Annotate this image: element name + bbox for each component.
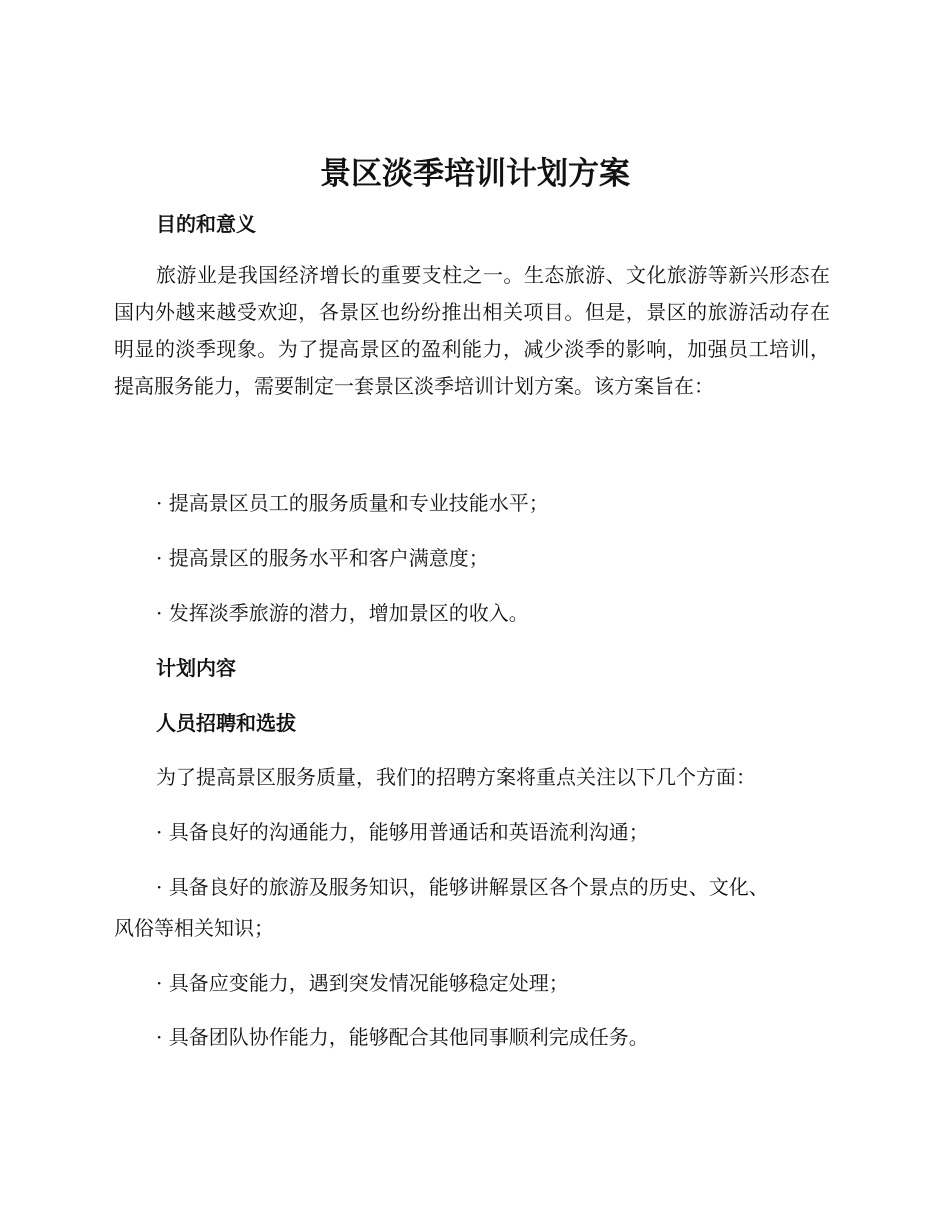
recruitment-bullet-1: · 具备良好的沟通能力，能够用普通话和英语流利沟通； bbox=[156, 820, 649, 844]
purpose-bullet-3: · 发挥淡季旅游的潜力，增加景区的收入。 bbox=[156, 601, 529, 625]
document-title: 景区淡季培训计划方案 bbox=[320, 156, 630, 192]
section-heading-plan: 计划内容 bbox=[156, 656, 236, 680]
recruitment-bullet-2-continuation: 风俗等相关知识； bbox=[114, 916, 274, 940]
purpose-paragraph: 旅游业是我国经济增长的重要支柱之一。生态旅游、文化旅游等新兴形态在国内外越来越受欢迎，各景区也纷纷推出相关项目。但是，景区的旅游活动存在明显的淡季现象。为了提高景区的盈利能力，减少淡季的影响，加强员工培训，提高服务能力，需要制定一套景区淡季培训计划方案。该方案旨在： bbox=[114, 263, 830, 398]
recruitment-bullet-4: · 具备团队协作能力，能够配合其他同事顺利完成任务。 bbox=[156, 1025, 649, 1049]
purpose-bullet-1: · 提高景区员工的服务质量和专业技能水平； bbox=[156, 491, 549, 515]
purpose-bullet-2: · 提高景区的服务水平和客户满意度； bbox=[156, 546, 489, 570]
section-heading-recruitment: 人员招聘和选拔 bbox=[156, 711, 296, 735]
recruitment-intro: 为了提高景区服务质量，我们的招聘方案将重点关注以下几个方面： bbox=[156, 765, 756, 789]
recruitment-bullet-2: · 具备良好的旅游及服务知识，能够讲解景区各个景点的历史、文化、 bbox=[156, 875, 769, 899]
recruitment-bullet-3: · 具备应变能力，遇到突发情况能够稳定处理； bbox=[156, 971, 569, 995]
section-heading-purpose: 目的和意义 bbox=[156, 212, 256, 236]
